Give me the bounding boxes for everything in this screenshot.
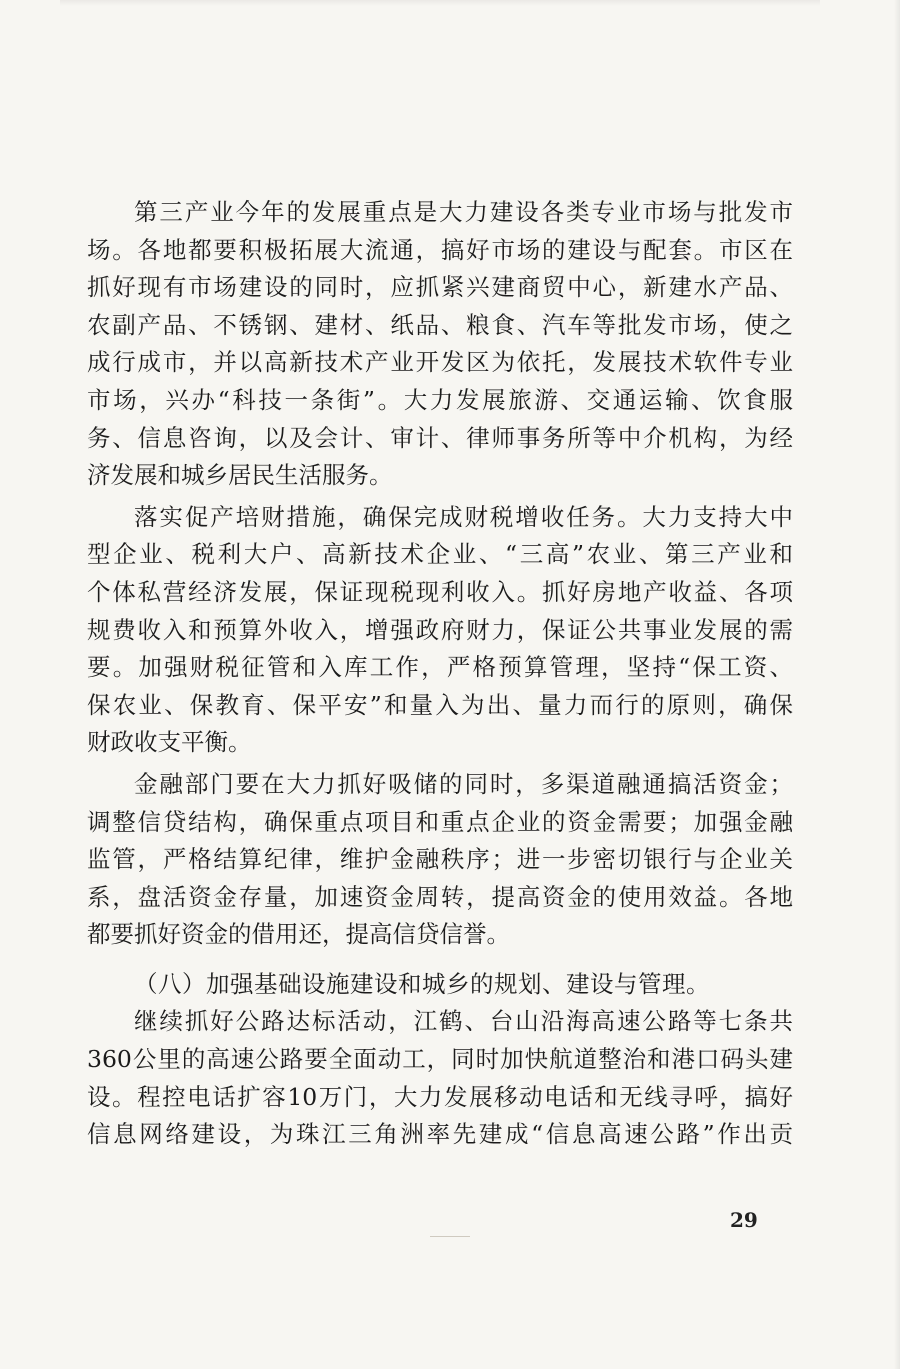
- text-line: 第三产业今年的发展重点是大力建设各类专业市场与批发市: [134, 198, 793, 226]
- text-line: 系，盘活资金存量，加速资金周转，提高资金的使用效益。各地: [87, 882, 793, 911]
- scan-mark: [430, 1236, 470, 1237]
- text-line: 财政收支平衡。: [87, 728, 252, 757]
- text-line: 型企业、税利大户、高新技术企业、“三高”农业、第三产业和: [87, 540, 793, 569]
- text-line: 信息网络建设，为珠江三角洲率先建成“信息高速公路”作出贡: [87, 1120, 793, 1149]
- text-line: 要。加强财税征管和入库工作，严格预算管理，坚持“保工资、: [87, 653, 793, 682]
- text-line: 济发展和城乡居民生活服务。: [87, 461, 393, 490]
- text-line: 继续抓好公路达标活动，江鹤、台山沿海高速公路等七条共: [134, 1007, 793, 1036]
- text-line: 个体私营经济发展，保证现税现利收入。抓好房地产收益、各项: [87, 577, 793, 606]
- paragraph-tertiary-industry: [87, 194, 793, 495]
- scan-shadow-edge: [894, 0, 900, 1369]
- paragraph-fiscal-tax: [87, 499, 793, 762]
- text-line: 360公里的高速公路要全面动工，同时加快航道整治和港口码头建: [87, 1045, 793, 1074]
- text-line: 成行成市，并以高新技术产业开发区为依托，发展技术软件专业: [87, 348, 793, 377]
- paragraph-infrastructure: [87, 1003, 793, 1153]
- text-line: 场。各地都要积极拓展大流通，搞好市场的建设与配套。市区在: [87, 235, 793, 264]
- text-line: 市场，兴办“科技一条街”。大力发展旅游、交通运输、饮食服: [87, 385, 793, 414]
- text-line: 设。程控电话扩容10万门，大力发展移动电话和无线寻呼，搞好: [87, 1082, 793, 1111]
- body-text: [87, 194, 793, 1154]
- text-line: 落实促产培财措施，确保完成财税增收任务。大力支持大中: [134, 502, 793, 531]
- text-line: 调整信贷结构，确保重点项目和重点企业的资金需要；加强金融: [87, 807, 793, 836]
- text-line: 规费收入和预算外收入，增强政府财力，保证公共事业发展的需: [87, 615, 793, 644]
- text-line: 都要抓好资金的借用还，提高信贷信誉。: [87, 920, 510, 949]
- section-heading: [87, 966, 793, 1004]
- text-line: 农副产品、不锈钢、建材、纸品、粮食、汽车等批发市场，使之: [87, 310, 793, 339]
- text-line: 监管，严格结算纪律，维护金融秩序；进一步密切银行与企业关: [87, 845, 793, 874]
- scan-shadow-top: [60, 0, 820, 6]
- page-number: 29: [730, 1208, 758, 1232]
- text-line: 保农业、保教育、保平安”和量入为出、量力而行的原则，确保: [87, 690, 793, 719]
- section-heading-text: （八）加强基础设施建设和城乡的规划、建设与管理。: [134, 969, 710, 998]
- text-line: 务、信息咨询，以及会计、审计、律师事务所等中介机构，为经: [87, 423, 793, 452]
- text-line: 金融部门要在大力抓好吸储的同时，多渠道融通搞活资金；: [134, 769, 793, 798]
- paragraph-finance: [87, 766, 793, 954]
- text-line: 抓好现有市场建设的同时，应抓紧兴建商贸中心，新建水产品、: [87, 273, 793, 302]
